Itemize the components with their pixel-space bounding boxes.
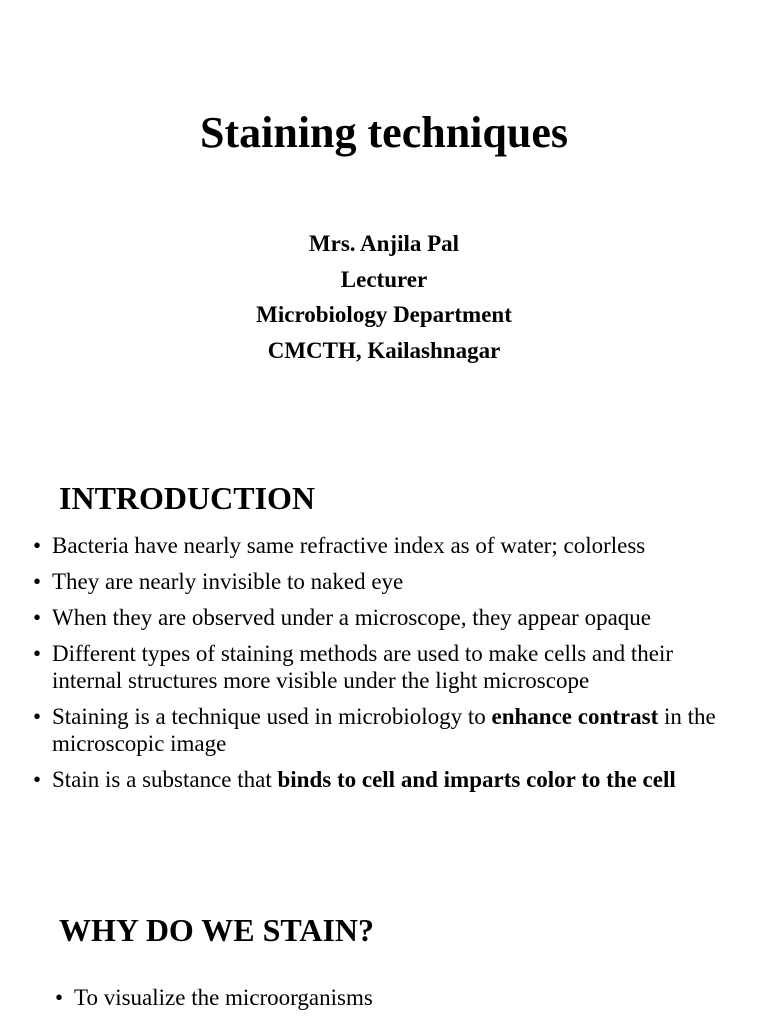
list-item-text-bold: enhance contrast [491,704,659,729]
why-stain-heading: WHY DO WE STAIN? [59,912,375,948]
author-block [0,226,768,369]
slide-title: Staining techniques [200,108,568,157]
bullet-icon: • [33,605,42,630]
list-item [33,703,733,757]
list-item-text: They are nearly invisible to naked eye [52,569,404,594]
list-item [33,604,733,631]
list-item-text: To visualize the microorganisms [74,985,373,1010]
introduction-list [33,532,733,802]
list-item-text: Different types of staining methods are used to make cells and their internal structures more visible under the light microscope [52,641,674,693]
bullet-icon: • [33,704,42,729]
list-item [33,568,733,595]
list-item [33,766,733,793]
list-item [55,984,735,1011]
author-role: Lecturer [340,266,428,292]
bullet-icon: • [33,641,42,666]
bullet-icon: • [33,569,42,594]
author-department: Microbiology Department [256,302,512,328]
list-item-text-bold: binds to cell and imparts color to the cell [277,767,676,792]
list-item [33,532,733,559]
list-item-text-after: in the microscopic image [52,704,716,756]
list-item-text: Bacteria have nearly same refractive index as of water; colorless [52,533,646,558]
bullet-icon: • [55,985,64,1010]
author-name: Mrs. Anjila Pal [308,231,460,256]
list-item-text: When they are observed under a microscope, they appear opaque [52,605,652,630]
list-item [33,640,733,694]
list-item-text-before: Stain is a substance that [52,767,278,792]
list-item-text-before: Staining is a technique used in microbiology to [52,704,492,729]
bullet-icon: • [33,767,42,792]
author-institution: CMCTH, Kailashnagar [267,338,501,364]
why-stain-list [55,984,735,1020]
introduction-heading: INTRODUCTION [59,480,316,516]
bullet-icon: • [33,533,42,558]
